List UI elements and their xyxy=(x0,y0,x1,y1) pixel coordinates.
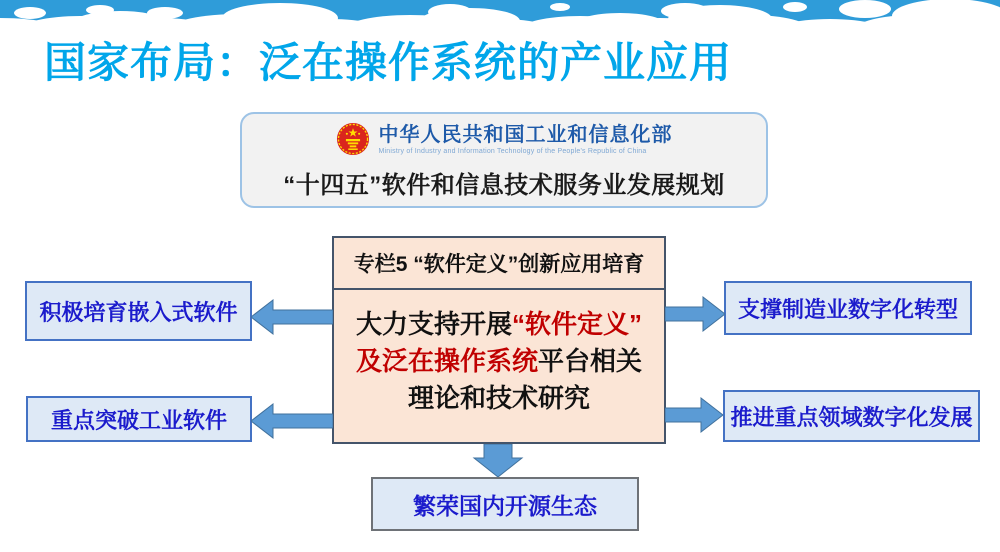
arrow-down-icon xyxy=(471,444,525,477)
body-segment: 大力支持开展 xyxy=(355,309,512,339)
label-box-industrial-software: 重点突破工业软件 xyxy=(26,396,252,442)
ministry-name-en: Ministry of Industry and Information Technology of the People's Republic of China xyxy=(378,147,647,155)
ministry-header xyxy=(336,122,673,156)
ministry-names xyxy=(379,124,673,155)
arrow-left-top-icon xyxy=(251,297,333,337)
ministry-card xyxy=(240,112,768,208)
body-segment: 理论和技术研究 xyxy=(407,382,590,413)
arrow-right-top-icon xyxy=(665,294,725,334)
page-title: 国家布局：泛在操作系统的产业应用 xyxy=(44,39,733,86)
policy-box-body xyxy=(334,290,664,417)
policy-box-header: 专栏5 “软件定义”创新应用培育 xyxy=(334,238,664,290)
policy-center-box xyxy=(332,236,666,444)
arrow-left-bottom-icon xyxy=(251,401,333,441)
label-box-embedded-software: 积极培育嵌入式软件 xyxy=(25,281,252,341)
body-segment-highlight: “软件定义” xyxy=(512,309,643,339)
plan-title: “十四五”软件和信息技术服务业发展规划 xyxy=(283,172,725,199)
body-segment-highlight: 及泛在操作系统 xyxy=(355,345,538,376)
body-segment: 平台相关 xyxy=(538,345,643,376)
label-box-open-source-ecosystem: 繁荣国内开源生态 xyxy=(371,477,639,531)
arrow-right-bottom-icon xyxy=(665,395,723,435)
ministry-name-zh: 中华人民共和国工业和信息化部 xyxy=(378,123,673,146)
label-box-key-areas-digital: 推进重点领域数字化发展 xyxy=(723,390,980,442)
label-box-manufacturing-digital: 支撑制造业数字化转型 xyxy=(724,281,972,335)
china-national-emblem-icon xyxy=(336,122,370,156)
